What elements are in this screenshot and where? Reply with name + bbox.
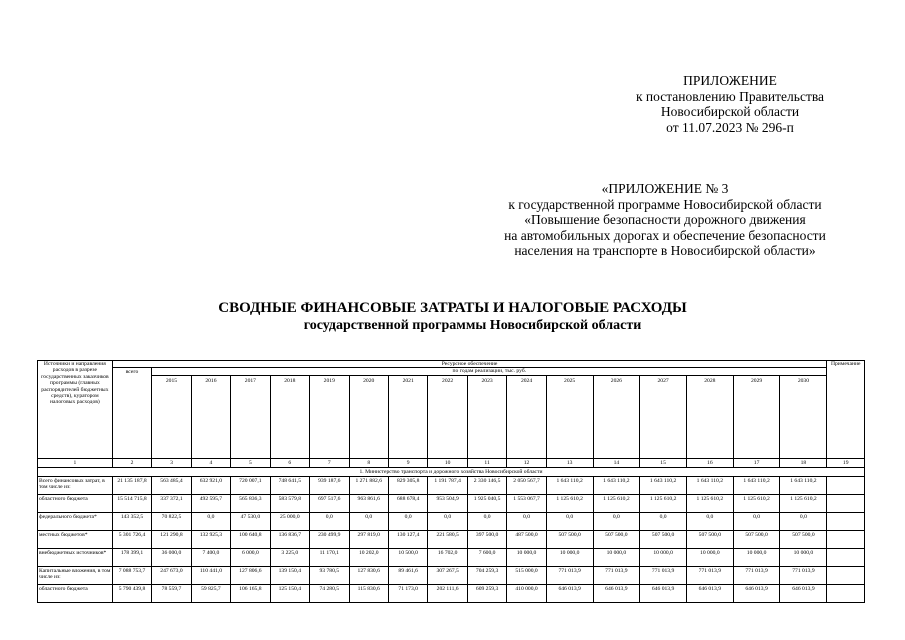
row-value: 307 267,5 bbox=[428, 566, 467, 584]
appendix-header bbox=[560, 73, 900, 135]
table-body bbox=[38, 361, 865, 603]
row-value: 202 111,6 bbox=[428, 584, 467, 602]
row-value: 10 000,0 bbox=[686, 548, 733, 566]
row-value: 1 643 110,2 bbox=[593, 476, 640, 494]
row-value: 1 125 610,2 bbox=[733, 494, 780, 512]
row-value: 59 825,7 bbox=[191, 584, 230, 602]
row-value: 21 135 187,8 bbox=[112, 476, 151, 494]
row-value: 748 641,5 bbox=[270, 476, 309, 494]
row-value: 121 290,8 bbox=[152, 530, 191, 548]
row-value: 10 000,0 bbox=[733, 548, 780, 566]
row-value: 10 000,0 bbox=[507, 548, 546, 566]
appendix3-line: «ПРИЛОЖЕНИЕ № 3 bbox=[601, 181, 729, 196]
row-value: 697 517,6 bbox=[310, 494, 349, 512]
table-row bbox=[38, 566, 865, 584]
row-value: 646 013,9 bbox=[780, 584, 827, 602]
row-value: 507 500,0 bbox=[640, 530, 687, 548]
row-value: 110 441,0 bbox=[191, 566, 230, 584]
row-value: 1 925 040,5 bbox=[467, 494, 506, 512]
row-value: 230 499,9 bbox=[310, 530, 349, 548]
row-value: 507 500,0 bbox=[733, 530, 780, 548]
financial-table bbox=[37, 360, 865, 603]
row-value: 963 861,6 bbox=[349, 494, 388, 512]
row-value: 1 191 787,4 bbox=[428, 476, 467, 494]
header-year: 2024 bbox=[507, 375, 546, 458]
row-label: областного бюджета bbox=[38, 494, 113, 512]
row-value: 5 790 439,8 bbox=[112, 584, 151, 602]
appendix-line: Новосибирской области bbox=[660, 104, 800, 119]
row-value: 953 504,9 bbox=[428, 494, 467, 512]
document-title bbox=[0, 300, 905, 334]
header-year: 2018 bbox=[270, 375, 309, 458]
title-line-2: государственной программы Новосибирской области bbox=[303, 318, 642, 333]
section-title: 1. Министерство транспорта и дорожного хозяйства Новосибирской области bbox=[38, 467, 865, 476]
row-value: 829 305,8 bbox=[388, 476, 427, 494]
row-value: 6 000,0 bbox=[231, 548, 270, 566]
row-value: 25 000,0 bbox=[270, 512, 309, 530]
row-value: 397 500,0 bbox=[467, 530, 506, 548]
row-value: 646 013,9 bbox=[686, 584, 733, 602]
row-value: 3 225,0 bbox=[270, 548, 309, 566]
header-year: 2019 bbox=[310, 375, 349, 458]
row-value: 0,0 bbox=[428, 512, 467, 530]
column-number: 7 bbox=[310, 458, 349, 467]
row-value: 221 580,5 bbox=[428, 530, 467, 548]
header-resources: Ресурсное обеспечение bbox=[112, 361, 827, 368]
column-number: 15 bbox=[640, 458, 687, 467]
header-year: 2017 bbox=[231, 375, 270, 458]
header-year: 2030 bbox=[780, 375, 827, 458]
title-line-1: СВОДНЫЕ ФИНАНСОВЫЕ ЗАТРАТЫ И НАЛОГОВЫЕ РАСХОДЫ bbox=[218, 300, 687, 316]
appendix3-header bbox=[455, 181, 875, 259]
row-value: 1 125 610,2 bbox=[546, 494, 593, 512]
row-value: 74 280,5 bbox=[310, 584, 349, 602]
row-value: 507 500,0 bbox=[686, 530, 733, 548]
header-row bbox=[38, 361, 865, 368]
row-value: 247 673,0 bbox=[152, 566, 191, 584]
section-row bbox=[38, 467, 865, 476]
row-value: 2 050 567,7 bbox=[507, 476, 546, 494]
row-value: 1 271 882,6 bbox=[349, 476, 388, 494]
column-number-row bbox=[38, 458, 865, 467]
column-number: 2 bbox=[112, 458, 151, 467]
row-note bbox=[827, 530, 865, 548]
row-value: 132 925,3 bbox=[191, 530, 230, 548]
table-row bbox=[38, 548, 865, 566]
row-label: местных бюджетов* bbox=[38, 530, 113, 548]
row-note bbox=[827, 548, 865, 566]
row-value: 646 013,9 bbox=[733, 584, 780, 602]
header-year: 2020 bbox=[349, 375, 388, 458]
header-year: 2023 bbox=[467, 375, 506, 458]
row-value: 0,0 bbox=[686, 512, 733, 530]
row-value: 15 514 715,8 bbox=[112, 494, 151, 512]
row-value: 106 165,8 bbox=[231, 584, 270, 602]
row-value: 646 013,9 bbox=[546, 584, 593, 602]
row-note bbox=[827, 584, 865, 602]
row-value: 1 553 067,7 bbox=[507, 494, 546, 512]
row-value: 0,0 bbox=[546, 512, 593, 530]
row-value: 136 836,7 bbox=[270, 530, 309, 548]
row-value: 71 173,0 bbox=[388, 584, 427, 602]
column-number: 12 bbox=[507, 458, 546, 467]
row-value: 771 013,9 bbox=[593, 566, 640, 584]
column-number: 4 bbox=[191, 458, 230, 467]
row-value: 89 461,6 bbox=[388, 566, 427, 584]
row-value: 78 559,7 bbox=[152, 584, 191, 602]
row-value: 10 000,0 bbox=[546, 548, 593, 566]
row-value: 115 830,6 bbox=[349, 584, 388, 602]
row-value: 771 013,9 bbox=[733, 566, 780, 584]
row-value: 127 806,6 bbox=[231, 566, 270, 584]
row-value: 1 125 610,2 bbox=[640, 494, 687, 512]
row-value: 10 000,0 bbox=[640, 548, 687, 566]
row-value: 609 259,3 bbox=[467, 584, 506, 602]
appendix-line: от 11.07.2023 № 296-п bbox=[666, 119, 794, 135]
row-value: 704 259,3 bbox=[467, 566, 506, 584]
row-value: 515 000,0 bbox=[507, 566, 546, 584]
appendix-line: к постановлению Правительства bbox=[635, 88, 825, 104]
row-value: 7 600,0 bbox=[467, 548, 506, 566]
column-number: 11 bbox=[467, 458, 506, 467]
header-source: Источники и направления расходов в разрезе государственных заказчиков программы (главных распорядителей бюджетных средств), куратором налоговых расходов) bbox=[38, 361, 113, 459]
row-value: 646 013,9 bbox=[640, 584, 687, 602]
header-year: 2029 bbox=[733, 375, 780, 458]
row-value: 297 819,0 bbox=[349, 530, 388, 548]
row-value: 125 150,4 bbox=[270, 584, 309, 602]
header-row bbox=[38, 368, 865, 375]
row-value: 337 372,1 bbox=[152, 494, 191, 512]
row-value: 127 830,6 bbox=[349, 566, 388, 584]
appendix3-line: на автомобильных дорогах и обеспечение безопасности bbox=[504, 227, 826, 243]
header-total: всего bbox=[112, 368, 151, 458]
row-value: 5 301 726,4 bbox=[112, 530, 151, 548]
column-number: 13 bbox=[546, 458, 593, 467]
row-value: 0,0 bbox=[191, 512, 230, 530]
row-value: 0,0 bbox=[467, 512, 506, 530]
row-value: 563 485,4 bbox=[152, 476, 191, 494]
row-note bbox=[827, 494, 865, 512]
row-label: областного бюджета bbox=[38, 584, 113, 602]
column-number: 1 bbox=[38, 458, 113, 467]
column-number: 16 bbox=[686, 458, 733, 467]
row-value: 1 125 610,2 bbox=[593, 494, 640, 512]
row-value: 0,0 bbox=[733, 512, 780, 530]
table-row bbox=[38, 476, 865, 494]
header-year: 2016 bbox=[191, 375, 230, 458]
row-value: 1 643 110,2 bbox=[733, 476, 780, 494]
row-value: 139 150,4 bbox=[270, 566, 309, 584]
column-number: 3 bbox=[152, 458, 191, 467]
row-value: 10 000,0 bbox=[780, 548, 827, 566]
row-note bbox=[827, 476, 865, 494]
row-label: Всего финансовых затрат, в том числе из: bbox=[38, 476, 113, 494]
header-year: 2021 bbox=[388, 375, 427, 458]
row-value: 492 595,7 bbox=[191, 494, 230, 512]
column-number: 6 bbox=[270, 458, 309, 467]
row-value: 1 125 610,2 bbox=[686, 494, 733, 512]
row-label: внебюджетных источников* bbox=[38, 548, 113, 566]
row-value: 583 579,8 bbox=[270, 494, 309, 512]
row-value: 507 500,0 bbox=[546, 530, 593, 548]
header-year: 2015 bbox=[152, 375, 191, 458]
row-value: 1 643 110,2 bbox=[546, 476, 593, 494]
appendix3-line: «Повышение безопасности дорожного движения bbox=[524, 212, 806, 227]
row-value: 688 678,4 bbox=[388, 494, 427, 512]
row-label: Капитальные вложения, в том числе из: bbox=[38, 566, 113, 584]
row-value: 0,0 bbox=[388, 512, 427, 530]
row-value: 130 127,4 bbox=[388, 530, 427, 548]
row-value: 36 000,0 bbox=[152, 548, 191, 566]
row-value: 143 352,5 bbox=[112, 512, 151, 530]
row-value: 720 007,1 bbox=[231, 476, 270, 494]
row-value: 646 013,9 bbox=[593, 584, 640, 602]
table-row bbox=[38, 530, 865, 548]
header-note: Примечание bbox=[827, 361, 865, 459]
row-value: 10 000,0 bbox=[593, 548, 640, 566]
table-row bbox=[38, 494, 865, 512]
row-value: 16 702,0 bbox=[428, 548, 467, 566]
row-note bbox=[827, 512, 865, 530]
row-value: 0,0 bbox=[780, 512, 827, 530]
column-number: 19 bbox=[827, 458, 865, 467]
column-number: 14 bbox=[593, 458, 640, 467]
row-value: 47 530,0 bbox=[231, 512, 270, 530]
row-value: 0,0 bbox=[310, 512, 349, 530]
row-value: 1 643 110,2 bbox=[780, 476, 827, 494]
header-year: 2028 bbox=[686, 375, 733, 458]
row-value: 632 921,0 bbox=[191, 476, 230, 494]
row-value: 10 500,0 bbox=[388, 548, 427, 566]
column-number: 17 bbox=[733, 458, 780, 467]
table-row bbox=[38, 512, 865, 530]
row-value: 0,0 bbox=[507, 512, 546, 530]
row-value: 93 780,5 bbox=[310, 566, 349, 584]
header-years-row bbox=[38, 375, 865, 458]
row-value: 2 330 146,5 bbox=[467, 476, 506, 494]
row-value: 11 170,1 bbox=[310, 548, 349, 566]
appendix3-line: населения на транспорте в Новосибирской области» bbox=[514, 243, 816, 258]
row-value: 410 000,0 bbox=[507, 584, 546, 602]
row-value: 1 643 110,2 bbox=[686, 476, 733, 494]
row-value: 507 500,0 bbox=[593, 530, 640, 548]
row-value: 771 013,9 bbox=[640, 566, 687, 584]
row-value: 771 013,9 bbox=[546, 566, 593, 584]
row-value: 771 013,9 bbox=[780, 566, 827, 584]
column-number: 5 bbox=[231, 458, 270, 467]
column-number: 10 bbox=[428, 458, 467, 467]
row-value: 0,0 bbox=[593, 512, 640, 530]
row-label: федерального бюджета* bbox=[38, 512, 113, 530]
header-year: 2027 bbox=[640, 375, 687, 458]
row-note bbox=[827, 566, 865, 584]
row-value: 1 643 110,2 bbox=[640, 476, 687, 494]
row-value: 0,0 bbox=[349, 512, 388, 530]
row-value: 100 640,8 bbox=[231, 530, 270, 548]
table-row bbox=[38, 584, 865, 602]
row-value: 939 187,6 bbox=[310, 476, 349, 494]
row-value: 10 202,0 bbox=[349, 548, 388, 566]
header-year: 2026 bbox=[593, 375, 640, 458]
column-number: 18 bbox=[780, 458, 827, 467]
header-by-years: по годам реализации, тыс. руб. bbox=[152, 368, 827, 375]
row-value: 507 500,0 bbox=[780, 530, 827, 548]
header-year: 2025 bbox=[546, 375, 593, 458]
column-number: 8 bbox=[349, 458, 388, 467]
row-value: 7 400,0 bbox=[191, 548, 230, 566]
row-value: 70 822,5 bbox=[152, 512, 191, 530]
row-value: 0,0 bbox=[640, 512, 687, 530]
row-value: 487 500,0 bbox=[507, 530, 546, 548]
header-year: 2022 bbox=[428, 375, 467, 458]
column-number: 9 bbox=[388, 458, 427, 467]
appendix-line: ПРИЛОЖЕНИЕ bbox=[683, 73, 777, 88]
row-value: 178 399,1 bbox=[112, 548, 151, 566]
row-value: 771 013,9 bbox=[686, 566, 733, 584]
row-value: 565 836,3 bbox=[231, 494, 270, 512]
appendix3-line: к государственной программе Новосибирской области bbox=[508, 196, 822, 212]
row-value: 7 088 753,7 bbox=[112, 566, 151, 584]
row-value: 1 125 610,2 bbox=[780, 494, 827, 512]
